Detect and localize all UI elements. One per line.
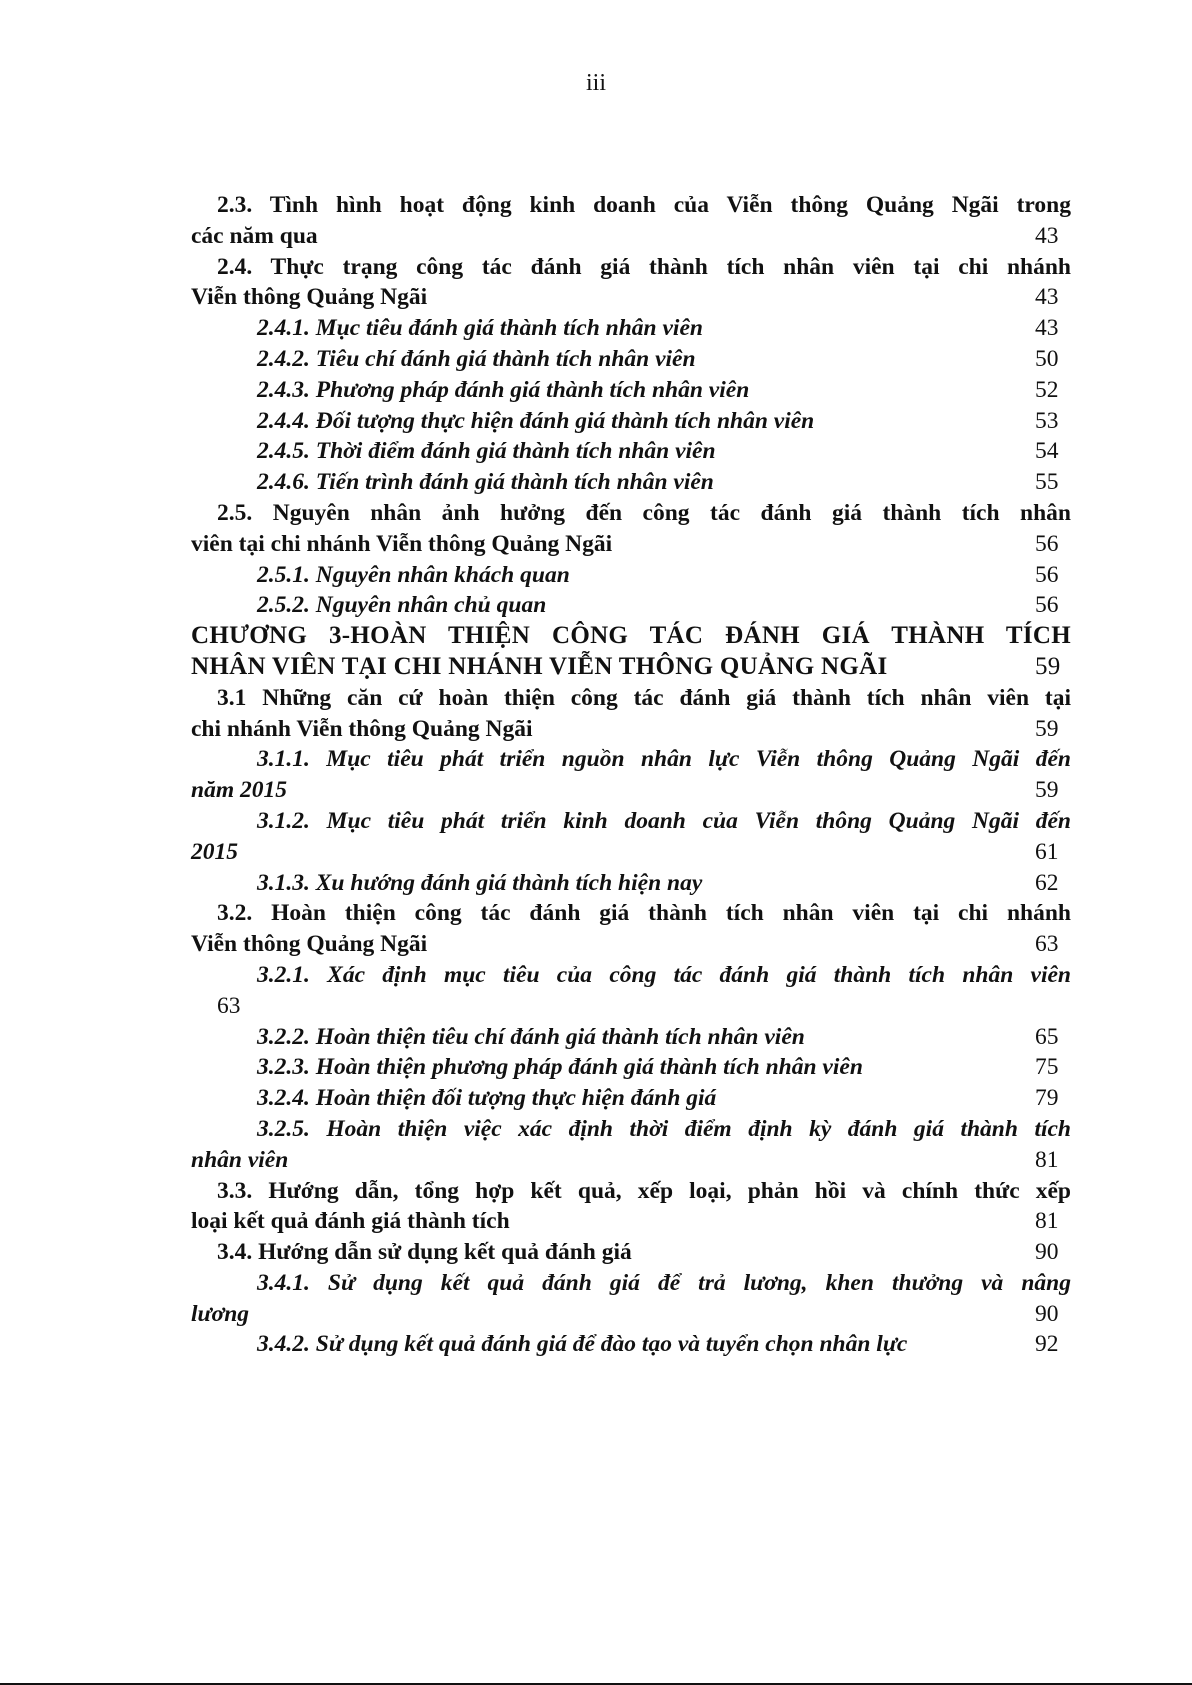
toc-page-number: 53 [1035, 407, 1059, 434]
toc-entry-title: 2.4.4. Đối tượng thực hiện đánh giá thành tích nhân viên [257, 407, 815, 434]
toc-entry-title-cont: các năm qua [191, 222, 318, 249]
toc-entry-title: 3.2.4. Hoàn thiện đối tượng thực hiện đánh giá [257, 1085, 717, 1112]
toc-entry-3-4[interactable] [191, 1237, 1071, 1268]
toc-entry-title: 3.4.2. Sử dụng kết quả đánh giá để đào tạo và tuyển chọn nhân lực [257, 1331, 908, 1358]
toc-entry-3-2-3[interactable] [191, 1052, 1071, 1083]
toc-entry-title-cont: Viễn thông Quảng Ngãi [191, 284, 428, 311]
toc-page-number: 61 [1035, 838, 1059, 865]
toc-page-number: 50 [1035, 345, 1059, 372]
toc-chapter-title-cont: NHÂN VIÊN TẠI CHI NHÁNH VIỄN THÔNG QUẢNG NGÃI [191, 652, 888, 680]
toc-entry-chapter-3[interactable] [191, 621, 1071, 683]
toc-entry-3-2[interactable] [191, 898, 1071, 960]
toc-entry-3-1-2[interactable] [191, 806, 1071, 868]
toc-entry-title: 2.4.2. Tiêu chí đánh giá thành tích nhân viên [257, 345, 696, 372]
toc-entry-3-1-1[interactable] [191, 744, 1071, 806]
toc-page-number: 63 [1035, 931, 1059, 958]
toc-page-number: 90 [1035, 1300, 1059, 1327]
toc-entry-2-5-2[interactable] [191, 590, 1071, 621]
toc-entry-title-cont: 2015 [191, 838, 238, 865]
toc-entry-title: 3.2.5. Hoàn thiện việc xác định thời điểm định kỳ đánh giá thành tích [257, 1115, 1071, 1142]
toc-page-number: 92 [1035, 1331, 1059, 1358]
toc-page-number: 59 [1035, 652, 1061, 680]
toc-entry-3-1-3[interactable] [191, 868, 1071, 899]
toc-entry-title: 3.2.1. Xác định mục tiêu của công tác đánh giá thành tích nhân viên [257, 961, 1071, 988]
toc-entry-title: 2.4.5. Thời điểm đánh giá thành tích nhân viên [257, 438, 716, 465]
toc-entry-title: 2.4.3. Phương pháp đánh giá thành tích nhân viên [257, 376, 750, 403]
toc-entry-2-5-1[interactable] [191, 560, 1071, 591]
toc-page-number: 56 [1035, 530, 1059, 557]
toc-page-number: 43 [1035, 315, 1059, 342]
toc-entry-title: 2.4.6. Tiến trình đánh giá thành tích nhân viên [257, 469, 714, 496]
toc-entry-2-3[interactable] [191, 190, 1071, 252]
toc-page-number: 54 [1035, 438, 1059, 465]
table-of-contents [191, 190, 1071, 1360]
toc-entry-title: 3.1 Những căn cứ hoàn thiện công tác đánh giá thành tích nhân viên tại [217, 684, 1071, 711]
toc-page-number: 65 [1035, 1023, 1059, 1050]
toc-entry-2-4-2[interactable] [191, 344, 1071, 375]
toc-page-number: 55 [1035, 469, 1059, 496]
toc-page-number: 79 [1035, 1085, 1059, 1112]
toc-entry-3-4-1[interactable] [191, 1268, 1071, 1330]
toc-page-number: 59 [1035, 715, 1059, 742]
toc-page-number: 43 [1035, 222, 1059, 249]
toc-entry-title: 3.2.2. Hoàn thiện tiêu chí đánh giá thành tích nhân viên [257, 1023, 805, 1050]
page-number: iii [585, 70, 606, 96]
toc-entry-title: 2.4.1. Mục tiêu đánh giá thành tích nhân viên [257, 315, 703, 342]
toc-entry-title: 3.4.1. Sử dụng kết quả đánh giá để trả lương, khen thưởng và nâng [257, 1269, 1071, 1296]
toc-entry-title-cont: năm 2015 [191, 777, 287, 804]
toc-entry-3-4-2[interactable] [191, 1329, 1071, 1360]
toc-chapter-title: CHƯƠNG 3-HOÀN THIỆN CÔNG TÁC ĐÁNH GIÁ THÀNH TÍCH [191, 622, 1071, 650]
toc-entry-title: 3.2. Hoàn thiện công tác đánh giá thành tích nhân viên tại chi nhánh [217, 900, 1071, 927]
toc-entry-3-2-4[interactable] [191, 1083, 1071, 1114]
toc-page-number: 59 [1035, 777, 1059, 804]
toc-entry-title: 2.3. Tình hình hoạt động kinh doanh của Viễn thông Quảng Ngãi trong [217, 192, 1071, 218]
toc-entry-2-5[interactable] [191, 498, 1071, 560]
toc-page-number: 90 [1035, 1239, 1059, 1266]
toc-page-number: 52 [1035, 376, 1059, 403]
toc-entry-2-4-5[interactable] [191, 436, 1071, 467]
toc-entry-title: 3.4. Hướng dẫn sử dụng kết quả đánh giá [217, 1239, 632, 1266]
toc-entry-2-4[interactable] [191, 252, 1071, 314]
toc-entry-title-cont: Viễn thông Quảng Ngãi [191, 931, 428, 958]
toc-entry-title: 3.1.1. Mục tiêu phát triển nguồn nhân lực Viễn thông Quảng Ngãi đến [257, 746, 1071, 773]
toc-entry-title-cont: chi nhánh Viễn thông Quảng Ngãi [191, 715, 533, 742]
toc-page-number: 63 [217, 992, 241, 1019]
toc-entry-title-cont: nhân viên [191, 1146, 289, 1173]
toc-entry-title-cont: viên tại chi nhánh Viễn thông Quảng Ngãi [191, 530, 613, 557]
toc-page-number: 43 [1035, 284, 1059, 311]
toc-entry-3-3[interactable] [191, 1176, 1071, 1238]
toc-entry-title: 3.1.3. Xu hướng đánh giá thành tích hiện nay [257, 869, 703, 896]
toc-entry-title: 2.5.1. Nguyên nhân khách quan [257, 561, 570, 588]
toc-page-number: 62 [1035, 869, 1059, 896]
toc-page-number: 81 [1035, 1146, 1059, 1173]
toc-entry-3-2-5[interactable] [191, 1114, 1071, 1176]
toc-entry-3-1[interactable] [191, 683, 1071, 745]
toc-entry-2-4-3[interactable] [191, 375, 1071, 406]
toc-entry-title-cont: loại kết quả đánh giá thành tích [191, 1208, 510, 1235]
toc-entry-3-2-1[interactable] [191, 960, 1071, 1022]
toc-page-number: 81 [1035, 1208, 1059, 1235]
toc-entry-3-2-2[interactable] [191, 1022, 1071, 1053]
toc-page-number: 56 [1035, 592, 1059, 619]
toc-entry-title: 2.5. Nguyên nhân ảnh hưởng đến công tác đánh giá thành tích nhân [217, 499, 1071, 526]
toc-entry-title: 2.5.2. Nguyên nhân chủ quan [257, 592, 547, 619]
toc-entry-title: 2.4. Thực trạng công tác đánh giá thành tích nhân viên tại chi nhánh [217, 253, 1071, 280]
toc-entry-2-4-1[interactable] [191, 313, 1071, 344]
toc-page-number: 56 [1035, 561, 1059, 588]
toc-entry-2-4-4[interactable] [191, 406, 1071, 437]
toc-entry-title-cont: lương [191, 1300, 250, 1327]
toc-entry-title: 3.1.2. Mục tiêu phát triển kinh doanh của Viễn thông Quảng Ngãi đến [257, 807, 1071, 834]
toc-entry-title: 3.2.3. Hoàn thiện phương pháp đánh giá thành tích nhân viên [257, 1054, 863, 1081]
toc-page-number: 75 [1035, 1054, 1059, 1081]
toc-entry-title: 3.3. Hướng dẫn, tổng hợp kết quả, xếp loại, phản hồi và chính thức xếp [217, 1177, 1071, 1204]
toc-entry-2-4-6[interactable] [191, 467, 1071, 498]
